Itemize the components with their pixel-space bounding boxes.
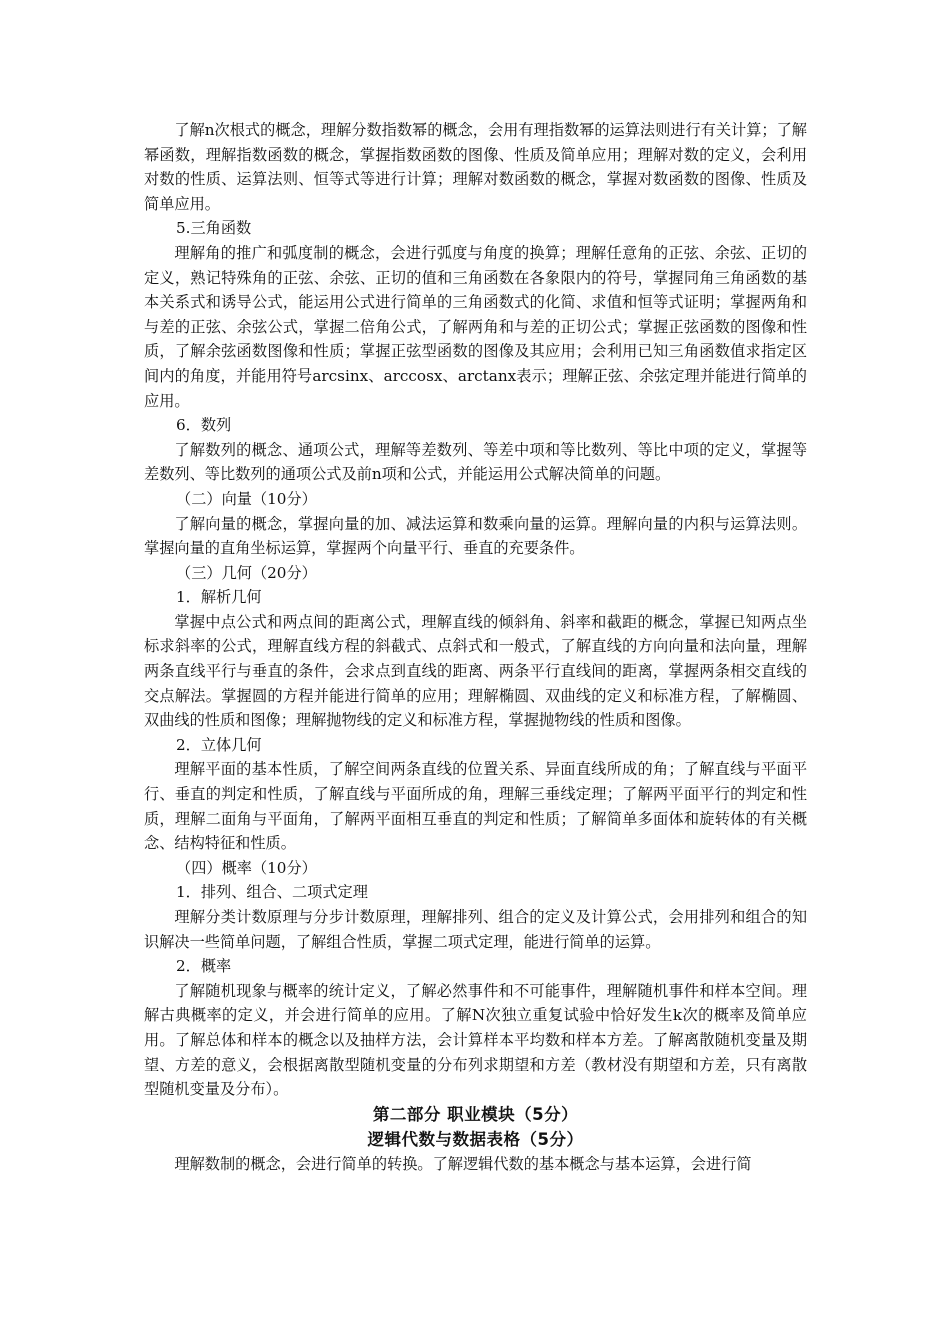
paragraph-probability: 了解随机现象与概率的统计定义，了解必然事件和不可能事件，理解随机事件和样本空间。理解古典概率的定义，并会进行简单的应用。了解N次独立重复试验中恰好发生k次的概率及简单应用。了解总体和样本的概念以及抽样方法，会计算样本平均数和样本方差。了解离散随机变量及期望、方差的意义，会根据离散型随机变量的分布列求期望和方差（教材没有期望和方差，只有离散型随机变量及分布）。 [144, 981, 807, 1099]
paragraph-analytic-geometry: 掌握中点公式和两点间的距离公式，理解直线的倾斜角、斜率和截距的概念，掌握已知两点坐标求斜率的公式，理解直线方程的斜截式、点斜式和一般式，了解直线的方向向量和法向量，理解两条直线平行与垂直的条件，会求点到直线的距离、两条平行直线间的距离，掌握两条相交直线的交点解法。掌握圆的方程并能进行简单的应用；理解椭圆、双曲线的定义和标准方程，了解椭圆、双曲线的性质和图像；理解抛物线的定义和标准方程，掌握抛物线的性质和图像。 [144, 612, 807, 730]
document-page [144, 118, 807, 1176]
section-title-logic: 逻辑代数与数据表格（5分） [367, 1129, 584, 1149]
paragraph-logic: 理解数制的概念，会进行简单的转换。了解逻辑代数的基本概念与基本运算，会进行简 [174, 1154, 752, 1173]
heading-probability-sub: 2．概率 [176, 957, 232, 976]
paragraph-permutation: 理解分类计数原理与分步计数原理，理解排列、组合的定义及计算公式，会用排列和组合的知识解决一些简单问题，了解组合性质，掌握二项式定理，能进行简单的运算。 [144, 908, 807, 951]
heading-probability: （四）概率（10分） [176, 858, 317, 877]
heading-geometry: （三）几何（20分） [176, 563, 317, 582]
paragraph-solid-geometry: 理解平面的基本性质，了解空间两条直线的位置关系、异面直线所成的角；了解直线与平面平行、垂直的判定和性质，了解直线与平面所成的角，理解三垂线定理；了解两平面平行的判定和性质，理解二面角与平面角，了解两平面相互垂直的判定和性质；了解简单多面体和旋转体的有关概念、结构特征和性质。 [144, 760, 807, 853]
paragraph-vectors: 了解向量的概念，掌握向量的加、减法运算和数乘向量的运算。理解向量的内积与运算法则。掌握向量的直角坐标运算，掌握两个向量平行、垂直的充要条件。 [144, 514, 807, 558]
heading-analytic-geometry: 1．解析几何 [176, 588, 262, 607]
paragraph-sequences: 了解数列的概念、通项公式，理解等差数列、等差中项和等比数列、等比中项的定义，掌握等差数列、等比数列的通项公式及前n项和公式，并能运用公式解决简单的问题。 [144, 440, 807, 484]
heading-sequences: 6．数列 [176, 416, 232, 435]
section-title-part2: 第二部分 职业模块（5分） [372, 1104, 579, 1124]
paragraph-trigonometry: 理解角的推广和弧度制的概念，会进行弧度与角度的换算；理解任意角的正弦、余弦、正切的定义，熟记特殊角的正弦、余弦、正切的值和三角函数在各象限内的符号，掌握同角三角函数的基本关系式和诱导公式，能运用公式进行简单的三角函数式的化简、求值和恒等式证明；掌握两角和与差的正弦、余弦公式，掌握二倍角公式，了解两角和与差的正切公式；掌握正弦函数的图像和性质，了解余弦函数图像和性质；掌握正弦型函数的图像及其应用；会利用已知三角函数值求指定区间内的角度，并能用符号arcsinx、arccosx、arctanx表示；理解正弦、余弦定理并能进行简单的应用。 [144, 243, 807, 410]
paragraph-exponent-log: 了解n次根式的概念，理解分数指数幂的概念，会用有理指数幂的运算法则进行有关计算；了解幂函数，理解指数函数的概念，掌握指数函数的图像、性质及简单应用；理解对数的定义，会利用对数的性质、运算法则、恒等式等进行计算；理解对数函数的概念，掌握对数函数的图像、性质及简单应用。 [144, 121, 807, 213]
heading-solid-geometry: 2．立体几何 [176, 735, 262, 754]
heading-vectors: （二）向量（10分） [176, 489, 317, 508]
heading-trigonometry: 5.三角函数 [176, 219, 252, 238]
heading-permutation: 1．排列、组合、二项式定理 [176, 883, 368, 902]
